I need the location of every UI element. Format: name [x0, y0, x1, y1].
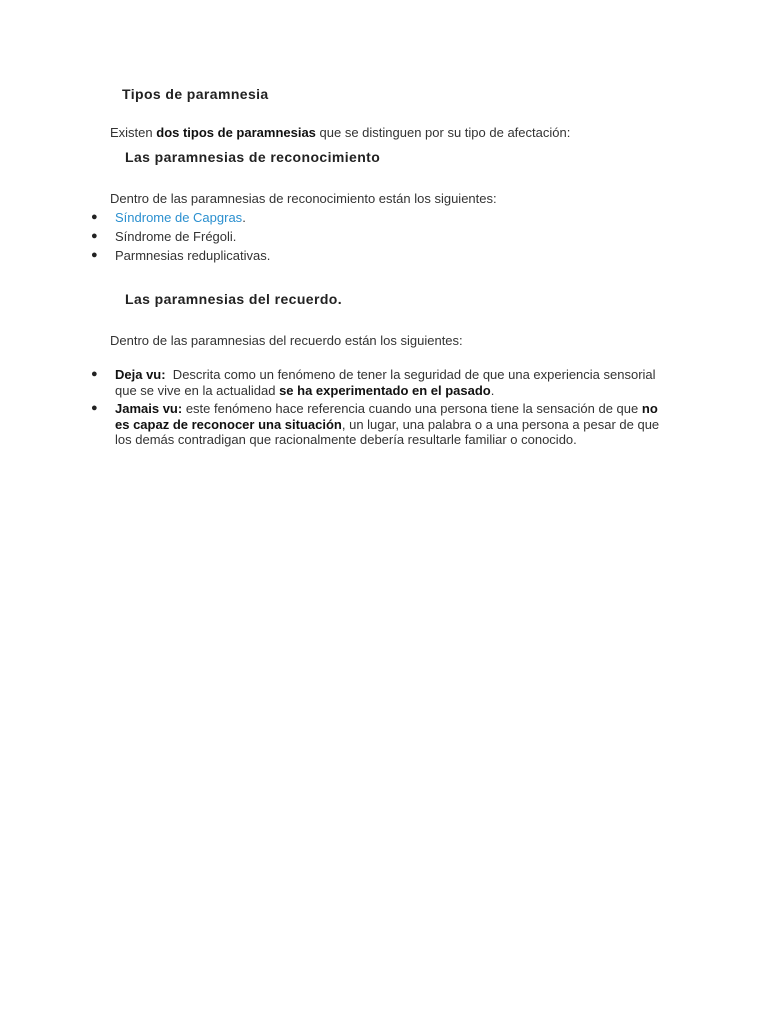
deja-vu-term: Deja vu:: [115, 367, 166, 382]
jamais-vu-term: Jamais vu:: [115, 401, 183, 416]
recognition-lead: Dentro de las paramnesias de reconocimiento están los siguientes:: [110, 191, 497, 206]
jamais-vu-text: este fenómeno hace referencia cuando una persona tiene la sensación de que: [182, 401, 642, 416]
bullet-icon: ●: [91, 249, 98, 261]
memory-list: [0, 367, 660, 451]
bullet-icon: ●: [91, 368, 98, 380]
capgras-suffix: .: [242, 210, 246, 225]
recognition-list: [0, 210, 660, 267]
bullet-icon: ●: [91, 402, 98, 414]
intro-paragraph: [110, 125, 570, 141]
memory-heading: Las paramnesias del recuerdo.: [125, 291, 343, 307]
list-item: [0, 229, 660, 248]
list-item: [0, 401, 660, 448]
list-item: [0, 248, 660, 267]
list-item: [0, 367, 660, 398]
bullet-icon: ●: [91, 230, 98, 242]
fregoli-text: Síndrome de Frégoli.: [115, 229, 237, 244]
jamais-vu-bold: no es capaz de reconocer una situación: [115, 401, 658, 432]
intro-text-after: que se distinguen por su tipo de afectación:: [315, 125, 571, 140]
page-title: Tipos de paramnesia: [122, 86, 269, 102]
list-item: [0, 210, 660, 229]
deja-vu-bold: se ha experimentado en el pasado: [279, 382, 491, 398]
capgras-link[interactable]: Síndrome de Capgras: [115, 210, 243, 225]
recognition-heading: Las paramnesias de reconocimiento: [125, 149, 381, 165]
deja-vu-text: Descrita como un fenómeno de tener la seguridad de que una experiencia sensorial que se vive en la actualidad: [115, 367, 660, 398]
bullet-icon: ●: [91, 211, 98, 223]
deja-vu-end: .: [490, 382, 495, 398]
reduplicative-text: Parmnesias reduplicativas.: [115, 248, 271, 263]
memory-lead: Dentro de las paramnesias del recuerdo están los siguientes:: [110, 333, 463, 348]
jamais-vu-end: , un lugar, una palabra o a una persona a pesar de que los demás contradigan que racionalmente debería resultarle familiar o conocido.: [115, 416, 660, 447]
intro-text-bold: dos tipos de paramnesias: [156, 125, 316, 140]
intro-text-before: Existen: [110, 125, 157, 140]
